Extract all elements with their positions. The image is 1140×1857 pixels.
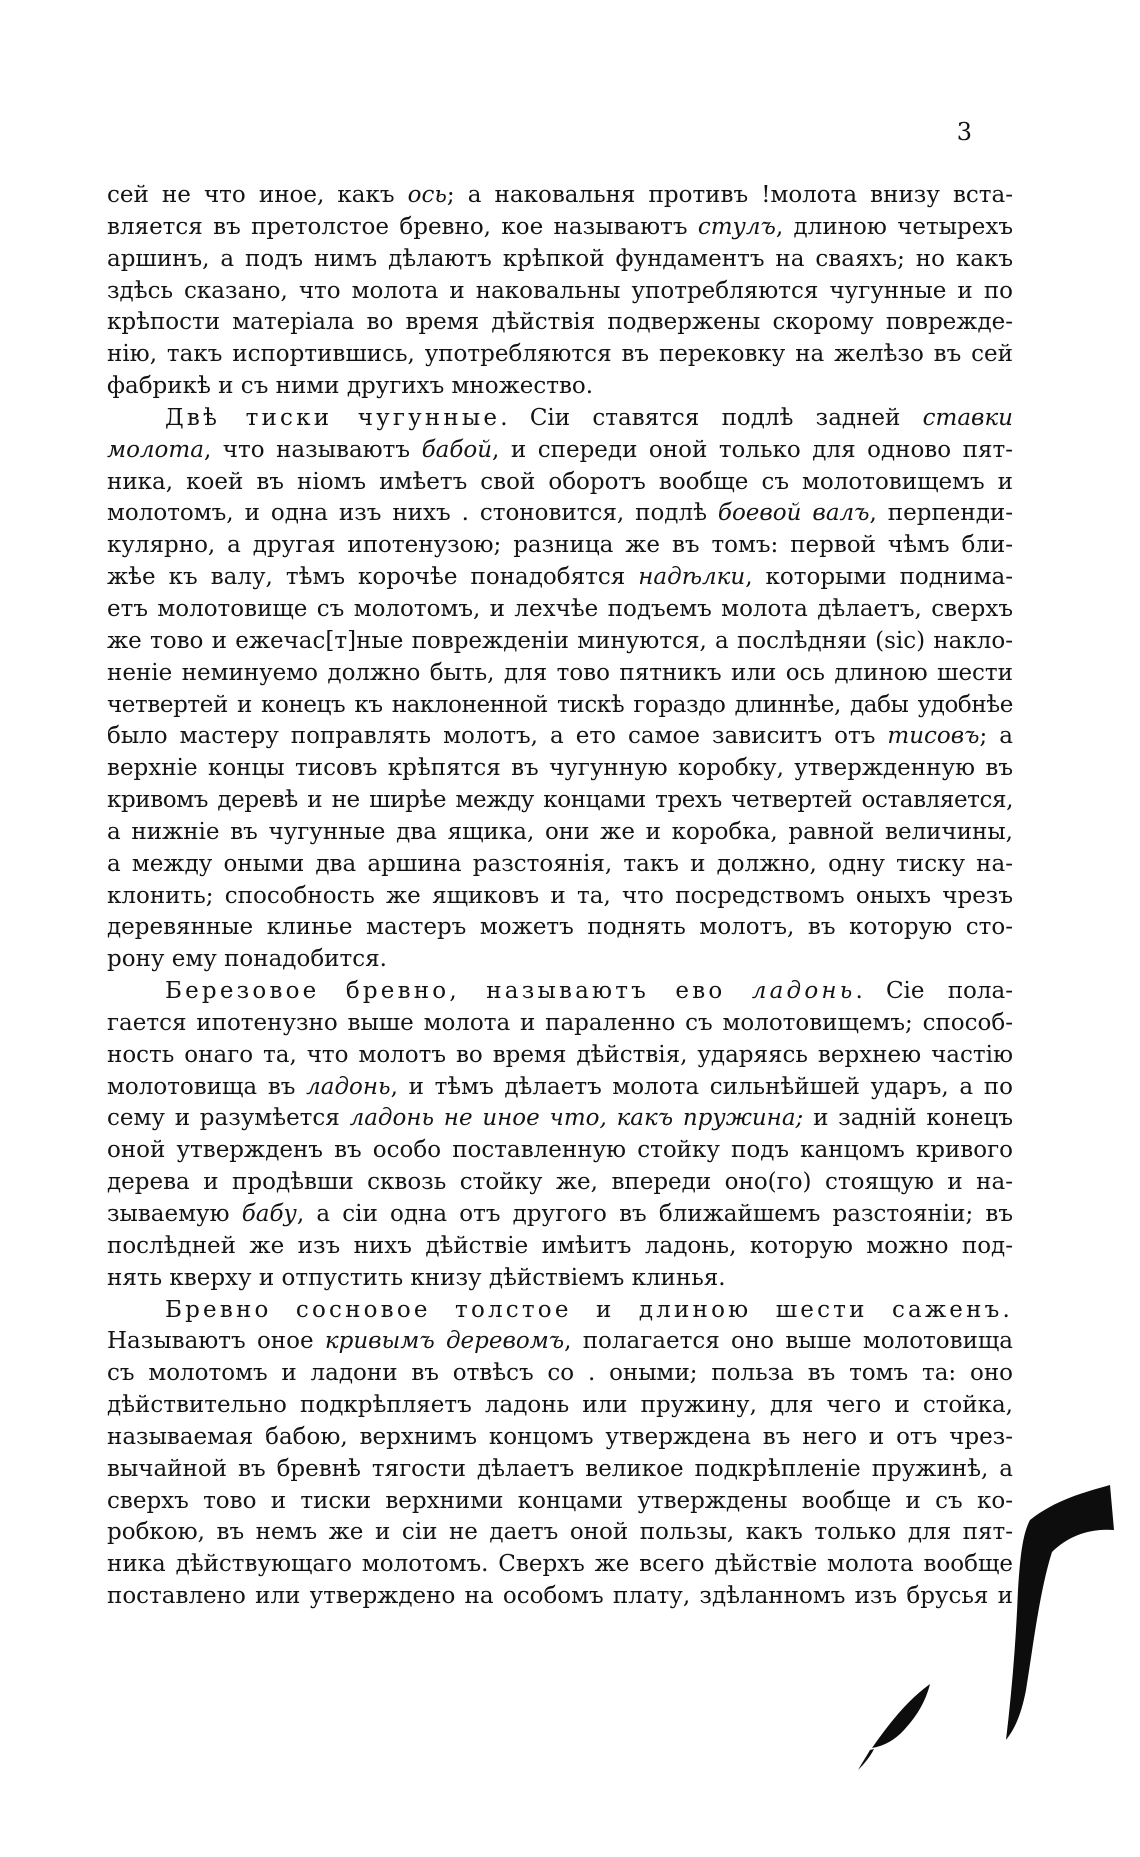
italic-term: тисовъ bbox=[887, 723, 980, 750]
italic-term: ладонь не иное что, какъ пружина; bbox=[349, 1105, 804, 1132]
text-segment: рону ему понадобится. bbox=[107, 946, 387, 973]
text-segment: деревянные клинье мастеръ можетъ поднять молотъ, въ которую сто- bbox=[107, 914, 1013, 941]
text-segment: четвертей и конецъ къ наклоненной тискѣ гораздо длиннѣе, дабы удобнѣе bbox=[107, 691, 1013, 718]
text-segment: . Сіи ставятся подлѣ задней bbox=[500, 404, 923, 431]
spaced-italic-term: ладонь bbox=[751, 978, 856, 1005]
text-segment: фабрикѣ и съ ними другихъ множество. bbox=[107, 373, 594, 400]
text-segment: жѣе къ валу, тѣмъ корочѣе понадобятся bbox=[107, 564, 639, 591]
text-segment: робкою, въ немъ же и сіи не даетъ оной пользы, какъ только для пят- bbox=[107, 1519, 1013, 1546]
text-segment: крѣпости матеріала во время дѣйствія подвержены скорому поврежде- bbox=[107, 309, 1013, 336]
text-segment: сверхъ тово и тиски верхними концами утверждены вообще и съ ко- bbox=[107, 1487, 1013, 1514]
ink-blot-right bbox=[1006, 1485, 1114, 1740]
text-segment: ; а наковальня противъ !молота внизу вста- bbox=[446, 182, 1013, 208]
italic-term: молота bbox=[107, 436, 204, 463]
spaced-heading-term: Березовое бревно, называютъ ево bbox=[165, 978, 752, 1005]
text-segment: , полагается оно выше молотовища bbox=[564, 1328, 1013, 1355]
text-segment: , перпенди- bbox=[869, 500, 1013, 527]
text-segment: зываемую bbox=[107, 1201, 242, 1227]
text-segment: ника, коей въ ніомъ имѣетъ свой оборотъ вообще съ молотовищемъ и bbox=[107, 468, 1013, 495]
text-segment: молотомъ, и одна изъ нихъ . стоновится, подлѣ bbox=[107, 500, 718, 527]
text-segment: поставлено или утверждено на особомъ плату, здѣланномъ изъ брусья и bbox=[107, 1583, 1013, 1610]
text-segment: аршинъ, а подъ нимъ дѣлаютъ крѣпкой фундаментъ на сваяхъ; но какъ bbox=[107, 245, 1013, 272]
text-segment: и задній конецъ bbox=[803, 1105, 1013, 1132]
text-segment: ность онаго та, что молотъ во время дѣйствія, ударяясь верхнею частію bbox=[107, 1041, 1013, 1068]
text-segment: оной утвержденъ въ особо поставленную стойку подъ канцомъ кривого bbox=[107, 1137, 1013, 1164]
text-segment: дѣйствительно подкрѣпляетъ ладонь или пружину, для чего и стойка, bbox=[107, 1392, 1013, 1419]
text-segment: нять кверху и отпустить книзу дѣйствіемъ клинья. bbox=[107, 1264, 726, 1291]
spaced-heading-term: Двѣ тиски чугунные bbox=[165, 404, 501, 431]
text-segment: ; а bbox=[979, 723, 1013, 750]
text-segment: клонить; способность же ящиковъ и та, что посредствомъ оныхъ чрезъ bbox=[107, 882, 1013, 909]
text-segment: . Сіе пола- bbox=[855, 978, 1013, 1005]
text-segment: ника дѣйствующаго молотомъ. Сверхъ же всего дѣйствіе молота вообще bbox=[107, 1551, 1013, 1578]
text-segment: здѣсь сказано, что молота и наковальны употребляются чугунные и по bbox=[107, 277, 1013, 304]
page-number: 3 bbox=[956, 118, 972, 146]
text-segment: , и тѣмъ дѣлаетъ молота сильнѣйшей ударъ, а по bbox=[390, 1073, 1013, 1100]
text-segment: вычайной въ бревнѣ тягости дѣлаетъ великое подкрѣпленіе пружинѣ, а bbox=[107, 1455, 1013, 1482]
text-segment: дерева и продѣвши сквозь стойку же, впереди оно(го) стоящую и на- bbox=[107, 1169, 1013, 1196]
text-segment: , длиною четырехъ bbox=[775, 213, 1013, 240]
text-segment: Называютъ оное bbox=[107, 1328, 325, 1355]
text-segment: молотовища въ bbox=[107, 1073, 307, 1100]
text-segment: верхніе концы тисовъ крѣпятся въ чугунную коробку, утвержденную въ bbox=[107, 755, 1013, 782]
text-segment: а нижніе въ чугунные два ящика, они же и коробка, равной величины, bbox=[107, 818, 1013, 845]
italic-term: ставки bbox=[922, 404, 1013, 431]
text-segment: вляется въ претолстое бревно, кое называютъ bbox=[107, 213, 698, 240]
spaced-heading-term: Бревно сосновое толстое и длиною шести саженъ. bbox=[165, 1296, 1013, 1323]
text-segment: называемая бабою, верхнимъ концомъ утверждена въ него и отъ чрез- bbox=[107, 1423, 1013, 1450]
text-segment: кривомъ деревѣ и не ширѣе между концами трехъ четвертей оставляется, bbox=[107, 787, 1013, 814]
text-segment: , что называютъ bbox=[203, 436, 422, 463]
text-segment: же тово и ежечас[т]ные поврежденіи минуются, а послѣдняи (sic) накло- bbox=[107, 627, 1013, 654]
text-segment: сему и разумѣется bbox=[107, 1105, 350, 1132]
italic-term: бабой bbox=[421, 436, 493, 463]
text-segment: , и спереди оной только для одново пят- bbox=[492, 436, 1013, 463]
text-segment: сей не что иное, какъ bbox=[107, 182, 408, 208]
text-segment: , а сіи одна отъ другого въ ближайшемъ разстояніи; въ bbox=[296, 1201, 1013, 1227]
ink-stroke-left bbox=[872, 1684, 930, 1748]
text-segment: етъ молотовище съ молотомъ, и лехчѣе подъемъ молота дѣлаетъ, сверхъ bbox=[107, 595, 1013, 622]
italic-term: бабу bbox=[241, 1201, 297, 1227]
ink-tail-left bbox=[858, 1749, 874, 1770]
text-segment: послѣдней же изъ нихъ дѣйствіе имѣитъ ладонь, которую можно под- bbox=[107, 1232, 1013, 1259]
italic-term: ось bbox=[407, 182, 447, 208]
italic-term: боевой валъ bbox=[717, 500, 870, 527]
text-segment: неніе неминуемо должно быть, для тово пятникъ или ось длиною шести bbox=[107, 659, 1013, 686]
italic-term: кривымъ деревомъ bbox=[324, 1328, 565, 1355]
text-segment: было мастеру поправлять молотъ, а ето самое зависитъ отъ bbox=[107, 723, 888, 750]
text-segment: , которыми поднима- bbox=[745, 564, 1013, 591]
text-segment: кулярно, а другая ипотенузою; разница же въ томъ: первой чѣмъ бли- bbox=[107, 532, 1013, 559]
text-segment: а между оными два аршина разстоянія, такъ и должно, одну тиску на- bbox=[107, 850, 1013, 877]
italic-term: ладонь bbox=[306, 1073, 391, 1100]
text-segment: съ молотомъ и ладони въ отвѣсъ со . оными; польза въ томъ та: оно bbox=[107, 1360, 1013, 1387]
italic-term: надѣлки bbox=[638, 564, 746, 591]
text-segment: гается ипотенузно выше молота и параленно съ молотовищемъ; способ- bbox=[107, 1009, 1013, 1036]
italic-term: стулъ bbox=[697, 213, 776, 240]
text-segment: нію, такъ испортившись, употребляются въ перековку на желѣзо въ сей bbox=[107, 341, 1013, 368]
